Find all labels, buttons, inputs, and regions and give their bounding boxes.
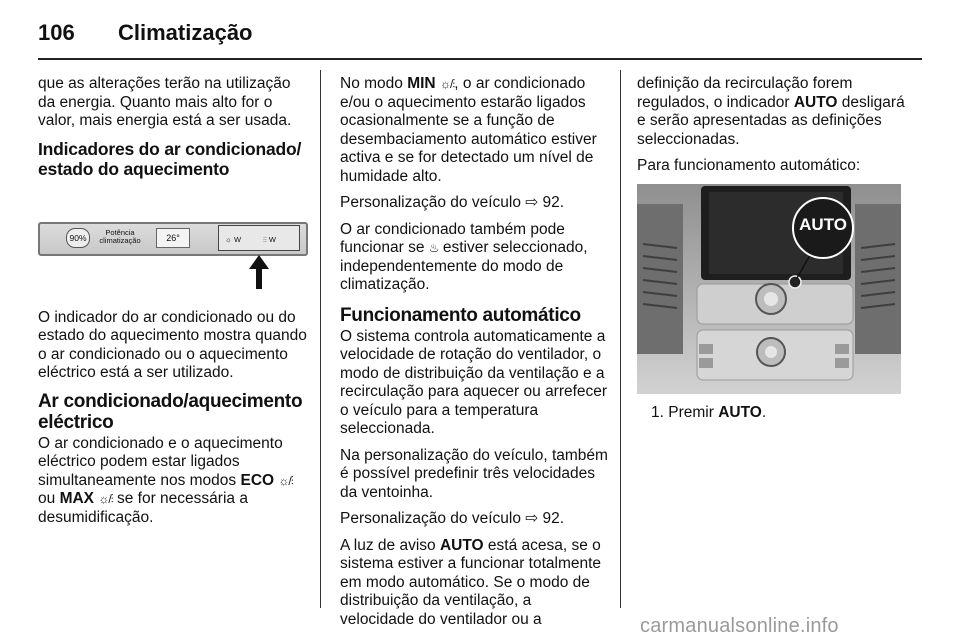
recirculation-paragraph: definição da recirculação forem regulados, o indicador AUTO desligará e serão apresentadas as definições seleccionadas. — [637, 75, 905, 148]
step-number: 1. — [651, 403, 664, 421]
fan-speed-paragraph: Na personalização do veículo, também é possível predefinir três velocidades da ventoinha. — [340, 446, 608, 501]
indicator-figure — [38, 187, 310, 299]
step-auto-label: AUTO — [718, 403, 762, 421]
column-separator-1 — [320, 70, 321, 608]
dashboard-illustration — [637, 184, 901, 394]
temperature-readout: 26° — [156, 228, 190, 248]
page-header — [38, 14, 922, 54]
ac-heating-paragraph: O ar condicionado e o aquecimento eléctrico podem estar ligados simultaneamente nos modos ECO ☼/⫶ ou MAX ☼/⫶ se for necessária a desumidificação. — [38, 434, 293, 526]
ac-mode-icon: ☼ W — [225, 234, 242, 244]
column-2 — [340, 75, 608, 637]
personalization-ref-1: Personalização do veículo ⇨ 92. — [340, 194, 565, 211]
power-percent-badge: 90% — [66, 228, 90, 248]
up-arrow-shaft — [256, 267, 262, 289]
eco-mode-label: ECO — [240, 471, 275, 489]
heading-automatic: Funcionamento automático — [340, 304, 581, 326]
heat-mode-icon: ⫶⫶ W — [263, 234, 276, 244]
column-separator-2 — [620, 70, 621, 608]
min-mode-paragraph: No modo MIN ☼/⫶, o ar condicionado e/ou o aquecimento estarão ligados ocasionalmente se a função de desembaciamento automático estiver activa e se for detectado um nível de humidade alto. — [340, 75, 597, 185]
heading-ac-heating: Ar condicionado/aquecimento eléctrico — [38, 390, 303, 433]
auto-button-icon — [789, 276, 801, 288]
min-mode-label: MIN — [407, 75, 436, 92]
dashboard-photo — [637, 184, 901, 394]
column-1 — [38, 75, 310, 535]
heading-indicators: Indicadores do ar condicionado/ estado do aquecimento — [38, 138, 302, 179]
ac-heat-icon: ☼/⫶ — [278, 473, 293, 488]
max-mode-label: MAX — [59, 490, 95, 507]
defrost-paragraph: O ar condicionado também pode funcionar se ♨ estiver seleccionado, independentemente do modo de climatização. — [340, 220, 588, 293]
column-3 — [637, 75, 909, 422]
auto-operation-intro: Para funcionamento automático: — [637, 157, 861, 174]
automatic-paragraph: O sistema controla automaticamente a velocidade de rotação do ventilador, o modo de distribuição da ventilação e a recirculação para aquecer ou arrefecer o veículo para a temperatura seleccionada. — [340, 327, 608, 437]
auto-label: AUTO — [793, 93, 838, 111]
step-list: 1. Premir AUTO. — [651, 403, 767, 421]
power-label: Potência climatização — [99, 227, 141, 245]
watermark: carmanualsonline.info — [640, 615, 839, 637]
auto-callout-label: AUTO — [799, 214, 847, 234]
indicator-description: O indicador do ar condicionado ou do estado do aquecimento mostra quando o ar condicionado ou o aquecimento eléctrico está a ser utilizado. — [38, 308, 307, 381]
personalization-ref-2: Personalização do veículo ⇨ 92. — [340, 510, 565, 527]
auto-label: AUTO — [439, 536, 484, 554]
page-number: 106 — [38, 20, 75, 45]
defrost-icon: ♨ — [428, 241, 439, 255]
step-text: Premir — [668, 403, 714, 421]
ac-heat-icon: ☼/⫶ — [439, 77, 455, 91]
header-rule — [38, 58, 922, 60]
mode-indicator-box — [218, 225, 300, 251]
intro-paragraph: que as alterações terão na utilização da energia. Quanto mais alto for o valor, mais energia está a ser usada. — [38, 75, 292, 129]
ac-heat-icon: ☼/⫶ — [98, 492, 113, 506]
auto-light-paragraph: A luz de aviso AUTO está acesa, se o sistema estiver a funcionar totalmente em modo automático. Se o modo de distribuição da ventilação, a velocidade do ventilador ou a — [340, 536, 602, 628]
chapter-title: Climatização — [118, 20, 253, 45]
